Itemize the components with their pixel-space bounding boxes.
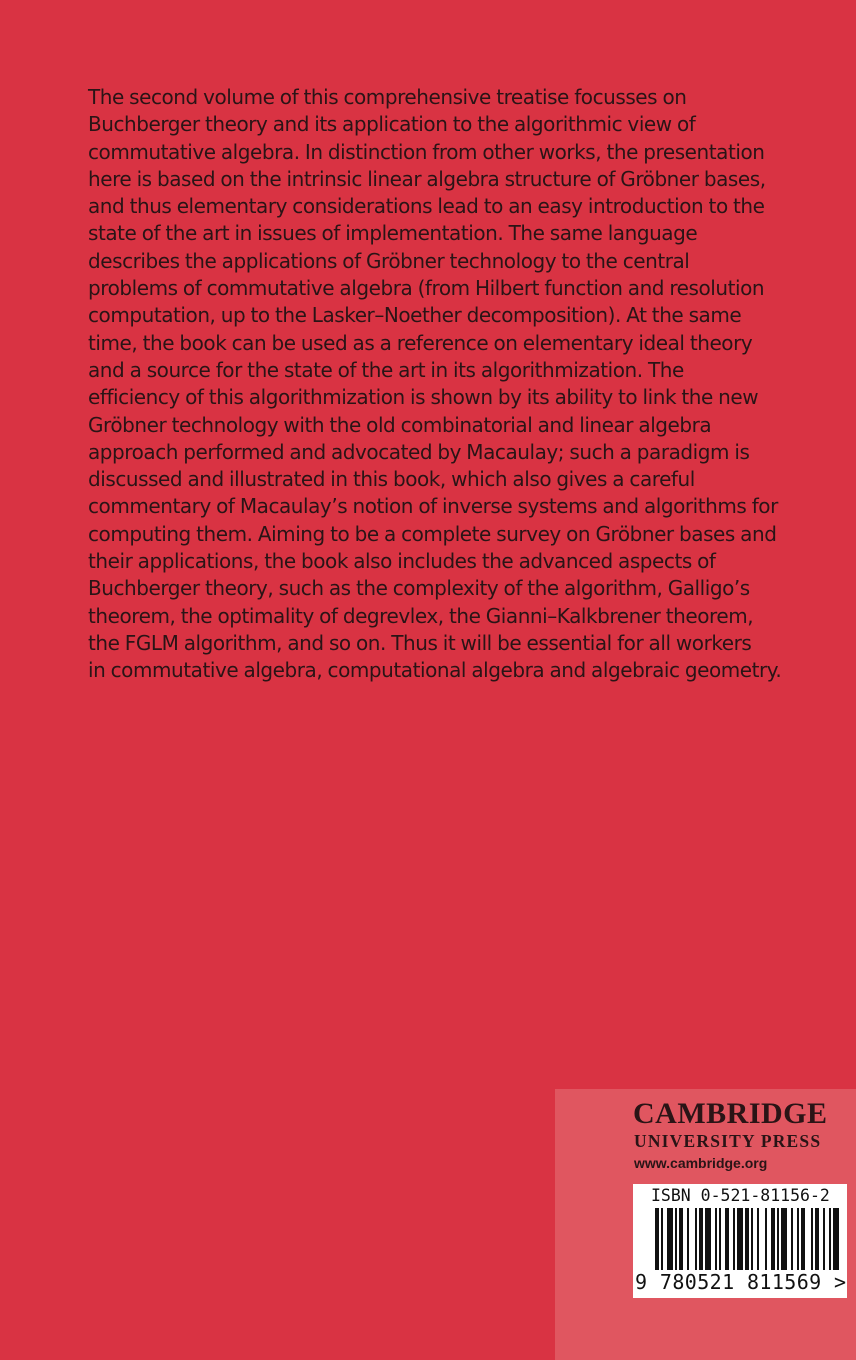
- barcode-bar: [737, 1208, 743, 1270]
- barcode-bar: [823, 1208, 825, 1270]
- barcode-bar: [797, 1208, 799, 1270]
- barcode-bar: [719, 1208, 721, 1270]
- barcode-bar: [705, 1208, 711, 1270]
- barcode-bar: [811, 1208, 813, 1270]
- barcode-bar: [833, 1208, 839, 1270]
- barcode-bar: [699, 1208, 703, 1270]
- barcode-bar: [765, 1208, 767, 1270]
- barcode-bar: [695, 1208, 697, 1270]
- barcode-bar: [733, 1208, 735, 1270]
- barcode-bar: [815, 1208, 819, 1270]
- barcode-bar: [675, 1208, 677, 1270]
- publisher-subtitle: UNIVERSITY PRESS: [634, 1131, 822, 1151]
- publisher-panel: [555, 1089, 856, 1360]
- barcode-bar: [667, 1208, 673, 1270]
- isbn-number: ISBN 0-521-81156-2: [651, 1186, 830, 1205]
- barcode-bar: [745, 1208, 749, 1270]
- barcode-bar: [687, 1208, 689, 1270]
- barcode-bar: [655, 1208, 659, 1270]
- barcode-bar: [791, 1208, 793, 1270]
- barcode-bar: [725, 1208, 729, 1270]
- barcode-bar: [781, 1208, 787, 1270]
- barcode-bar: [777, 1208, 779, 1270]
- barcode-bar: [757, 1208, 759, 1270]
- publisher-name: CAMBRIDGE: [633, 1097, 828, 1130]
- ean-digits: 9 780521 811569 >: [635, 1270, 847, 1294]
- barcode-bar: [715, 1208, 717, 1270]
- barcode-bar: [751, 1208, 753, 1270]
- barcode-bar: [829, 1208, 831, 1270]
- barcode-bar: [801, 1208, 805, 1270]
- barcode-bar: [661, 1208, 663, 1270]
- barcode-bars: [633, 1208, 847, 1272]
- book-description: The second volume of this comprehensive treatise focusses on Buchberger theory and its application to the algorithmic view of commutative algebra. In distinction from other works, the presentation here is based on the intrinsic linear algebra structure of Gröbner bases, and thus elementary considerations lead to an easy introduction to the state of the art in issues of implementation. The same language describes the applications of Gröbner technology to the central problems of commutative algebra (from Hilbert function and resolution computation, up to the Lasker–Noether decomposition). At the same time, the book can be used as a reference on elementary ideal theory and a source for the state of the art in its algorithmization. The efficiency of this algorithmization is shown by its ability to link the new Gröbner technology with the old combinatorial and linear algebra approach performed and advocated by Macaulay; such a paradigm is discussed and illustrated in this book, which also gives a careful commentary of Macaulay’s notion of inverse systems and algorithms for computing them. Aiming to be a complete survey on Gröbner bases and their applications, the book also includes the advanced aspects of Buchberger theory, such as the complexity of the algorithm, Galligo’s theorem, the optimality of degrevlex, the Gianni–Kalkbrener theorem, the FGLM algorithm, and so on. Thus it will be essential for all workers in commutative algebra, computational algebra and algebraic geometry.: [88, 85, 782, 683]
- publisher-url: www.cambridge.org: [634, 1155, 768, 1171]
- isbn-barcode: [633, 1184, 847, 1298]
- barcode-bar: [771, 1208, 775, 1270]
- barcode-bar: [679, 1208, 683, 1270]
